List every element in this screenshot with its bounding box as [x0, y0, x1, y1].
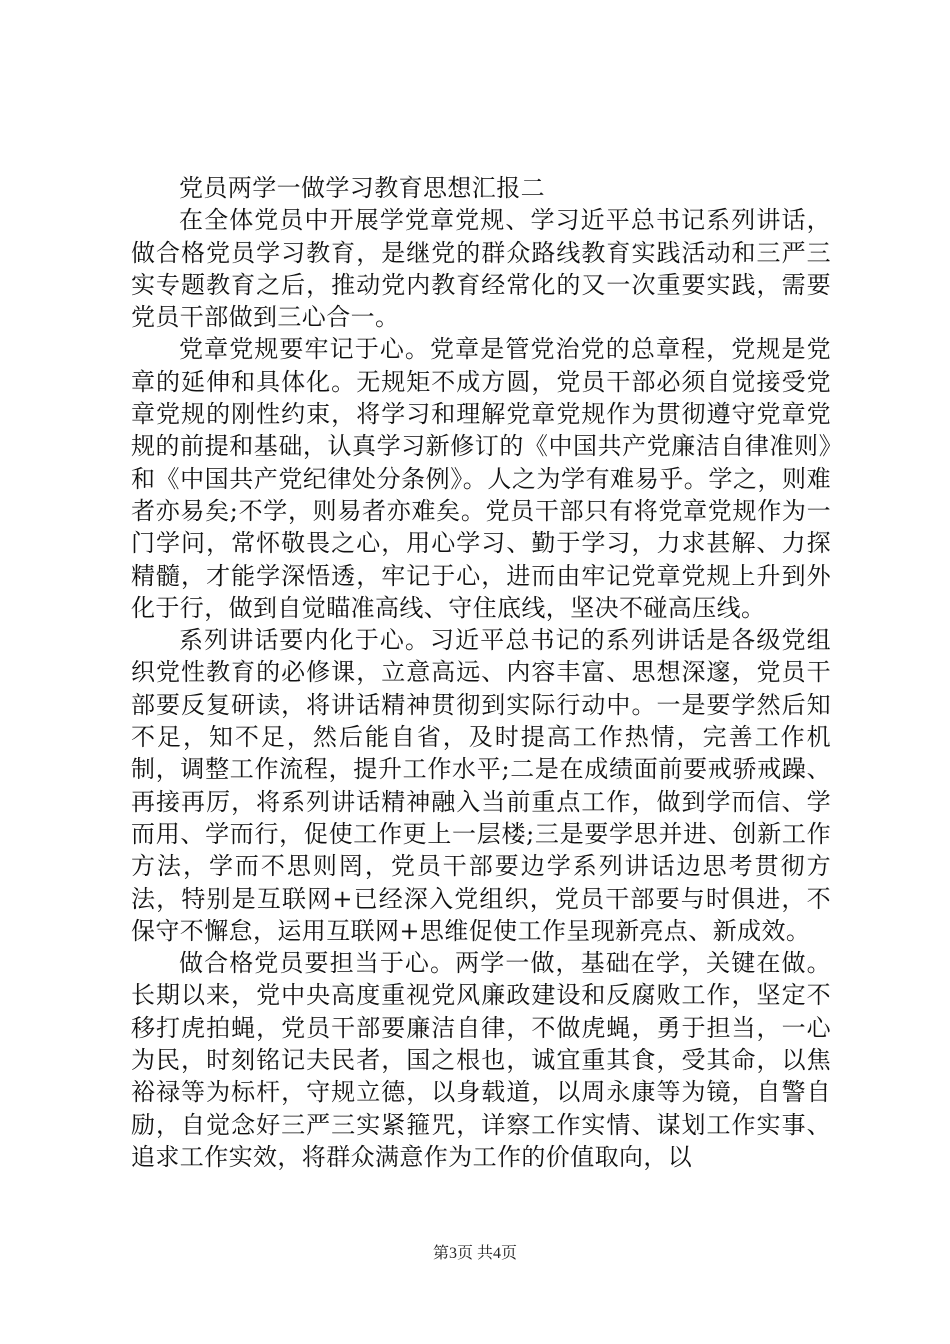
document-body [131, 172, 831, 1173]
paragraph-party-rules: 党章党规要牢记于心。党章是管党治党的总章程，党规是党章的延伸和具体化。无规矩不成方圆，党员干部必须自觉接受党章党规的刚性约束，将学习和理解党章党规作为贯彻遵守党章党规的前提和基础，认真学习新修订的《中国共产党廉洁自律准则》和《中国共产党纪律处分条例》。人之为学有难易乎。学之，则难者亦易矣;不学，则易者亦难矣。党员干部只有将党章党规作为一门学问，常怀敬畏之心，用心学习、勤于学习，力求甚解、力探精髓，才能学深悟透，牢记于心，进而由牢记党章党规上升到外化于行，做到自觉瞄准高线、守住底线，坚决不碰高压线。 [131, 335, 831, 622]
page-number-footer: 第3页 共4页 [432, 1245, 517, 1262]
paragraph-series-speeches: 系列讲话要内化于心。习近平总书记的系列讲话是各级党组织党性教育的必修课，立意高远、内容丰富、思想深邃，党员干部要反复研读，将讲话精神贯彻到实际行动中。一是要学然后知不足，知不足，然后能自省，及时提高工作热情，完善工作机制，调整工作流程，提升工作水平;二是在成绩面前要戒骄戒躁、再接再厉，将系列讲话精神融入当前重点工作，做到学而信、学而用、学而行，促使工作更上一层楼;三是要学思并进、创新工作方法，学而不思则罔，党员干部要边学系列讲话边思考贯彻方法，特别是互联网+已经深入党组织，党员干部要与时俱进，不保守不懈怠，运用互联网+思维促使工作呈现新亮点、新成效。 [131, 626, 831, 945]
paragraph-qualified-member: 做合格党员要担当于心。两学一做，基础在学，关键在做。长期以来，党中央高度重视党风廉政建设和反腐败工作，坚定不移打虎拍蝇，党员干部要廉洁自律，不做虎蝇，勇于担当，一心为民，时刻铭记夫民者，国之根也，诚宜重其食，受其命，以焦裕禄等为标杆，守规立德，以身载道，以周永康等为镜，自警自励，自觉念好三严三实紧箍咒，详察工作实情、谋划工作实事、追求工作实效，将群众满意作为工作的价值取向，以 [131, 949, 831, 1171]
paragraph-intro: 在全体党员中开展学党章党规、学习近平总书记系列讲话，做合格党员学习教育，是继党的群众路线教育实践活动和三严三实专题教育之后，推动党内教育经常化的又一次重要实践，需要党员干部做到三心合一。 [131, 206, 831, 332]
document-title: 党员两学一做学习教育思想汇报二 [179, 174, 545, 202]
